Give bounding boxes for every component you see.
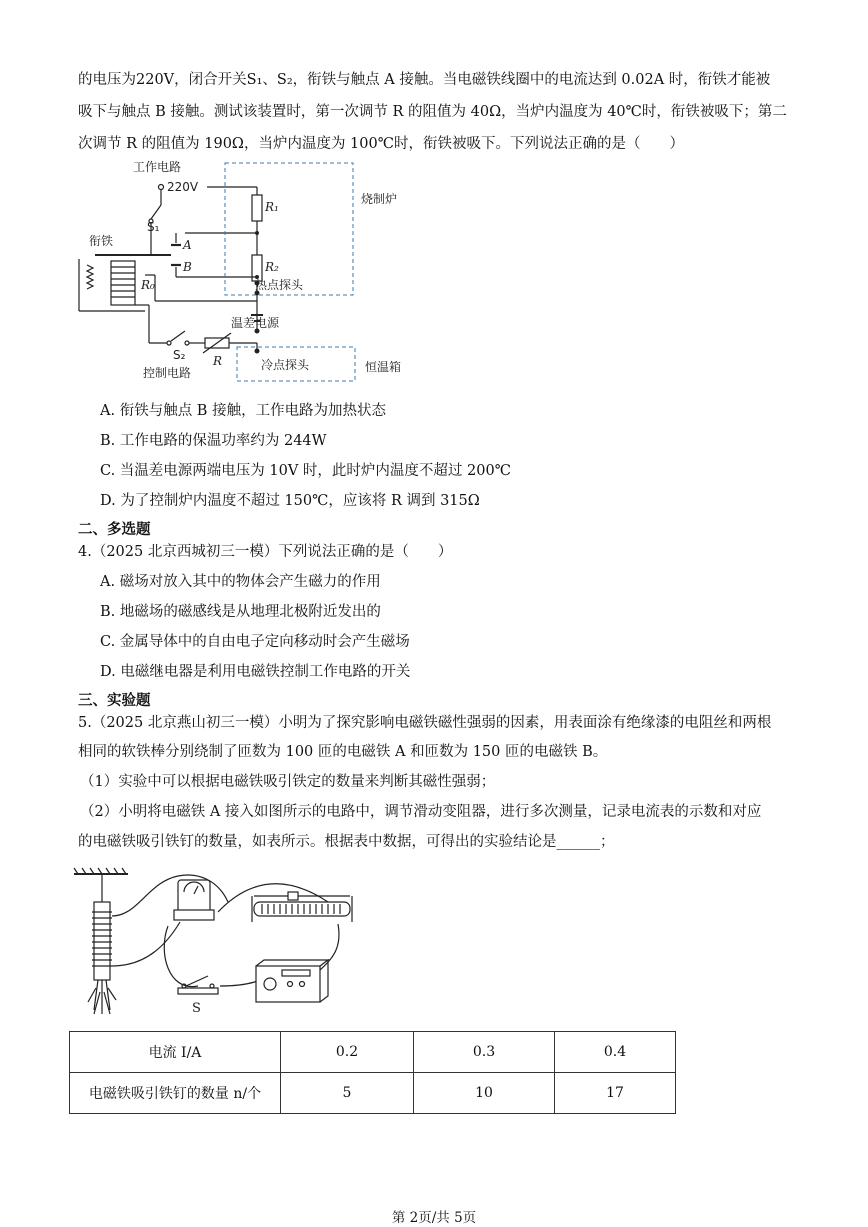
q5-sub-question-1: （1）实验中可以根据电磁铁吸引铁定的数量来判断其磁性强弱； xyxy=(80,774,496,790)
q5-sub-question-2-line-1: （2）小明将电磁铁 A 接入如图所示的电路中，调节滑动变阻器，进行多次测量，记录电流表的示数和对应 xyxy=(80,804,762,820)
work-circuit-label: 工作电路 xyxy=(133,160,182,174)
hot-probe-label: 热点探头 xyxy=(255,278,304,292)
r0-label: R₀ xyxy=(141,278,155,292)
table-row xyxy=(70,1032,676,1073)
armature-label: 衔铁 xyxy=(89,234,114,248)
table-header-nail-count: 电磁铁吸引铁钉的数量 n/个 xyxy=(70,1073,281,1114)
r1-label: R₁ xyxy=(265,200,279,214)
cold-probe-label: 冷点探头 xyxy=(261,358,310,372)
table-cell: 0.4 xyxy=(555,1032,676,1073)
temp-source-label: 温差电源 xyxy=(231,316,280,330)
voltage-label: 220V xyxy=(167,180,199,194)
q4-option-d: D. 电磁继电器是利用电磁铁控制工作电路的开关 xyxy=(100,664,411,680)
q4-option-b: B. 地磁场的磁感线是从地理北极附近发出的 xyxy=(100,604,381,620)
section-2-heading: 二、多选题 xyxy=(78,521,151,538)
page-footer: 第 2页/共 5页 xyxy=(391,1210,477,1226)
q4-option-c: C. 金属导体中的自由电子定向移动时会产生磁场 xyxy=(100,634,410,650)
contact-a-label: A xyxy=(183,238,192,252)
q3-option-b: B. 工作电路的保温功率约为 244W xyxy=(100,433,327,449)
q4-option-a: A. 磁场对放入其中的物体会产生磁力的作用 xyxy=(100,574,381,590)
table-row xyxy=(70,1073,676,1114)
q3-text-line-1: 的电压为220V，闭合开关S₁、S₂，衔铁与触点 A 接触。当电磁铁线圈中的电流达到 0.02A 时，衔铁才能被 xyxy=(78,72,771,88)
table-cell: 0.3 xyxy=(414,1032,555,1073)
furnace-label: 烧制炉 xyxy=(361,192,398,206)
q5-text-line-2: 相同的软铁棒分别绕制了匝数为 100 匝的电磁铁 A 和匝数为 150 匝的电磁铁 B。 xyxy=(78,744,608,760)
q5-sub-question-2-line-2: 的电磁铁吸引铁钉的数量，如表所示。根据表中数据，可得出的实验结论是______； xyxy=(78,834,615,850)
contact-b-label: B xyxy=(183,260,192,274)
section-3-heading: 三、实验题 xyxy=(78,692,151,709)
r-label: R xyxy=(213,354,223,368)
q3-option-d: D. 为了控制炉内温度不超过 150℃，应该将 R 调到 315Ω xyxy=(100,493,480,509)
table-header-current: 电流 I/A xyxy=(70,1032,281,1073)
s1-label: S₁ xyxy=(147,220,160,234)
electromagnet-experiment-illustration xyxy=(68,862,378,1022)
table-cell: 5 xyxy=(281,1073,414,1114)
q3-option-a: A. 衔铁与触点 B 接触，工作电路为加热状态 xyxy=(100,403,387,419)
q4-stem: 4.（2025 北京西城初三一模）下列说法正确的是（ ） xyxy=(78,544,453,560)
relay-circuit-diagram xyxy=(75,155,415,387)
s2-label: S₂ xyxy=(173,348,186,362)
switch-s-label: S xyxy=(192,1001,201,1016)
data-table xyxy=(69,1031,676,1114)
table-cell: 10 xyxy=(414,1073,555,1114)
q3-text-line-3: 次调节 R 的阻值为 190Ω，当炉内温度为 100℃时，衔铁被吸下。下列说法正确的是（ ） xyxy=(78,136,684,152)
thermostat-label: 恒温箱 xyxy=(365,360,402,374)
r2-label: R₂ xyxy=(265,260,279,274)
q5-text-line-1: 5.（2025 北京燕山初三一模）小明为了探究影响电磁铁磁性强弱的因素，用表面涂有绝缘漆的电阻丝和两根 xyxy=(78,715,772,731)
q3-text-line-2: 吸下与触点 B 接触。测试该装置时，第一次调节 R 的阻值为 40Ω，当炉内温度为 40℃时，衔铁被吸下；第二 xyxy=(78,104,787,120)
table-cell: 17 xyxy=(555,1073,676,1114)
q3-option-c: C. 当温差电源两端电压为 10V 时，此时炉内温度不超过 200℃ xyxy=(100,463,511,479)
control-circuit-label: 控制电路 xyxy=(143,366,192,380)
table-cell: 0.2 xyxy=(281,1032,414,1073)
